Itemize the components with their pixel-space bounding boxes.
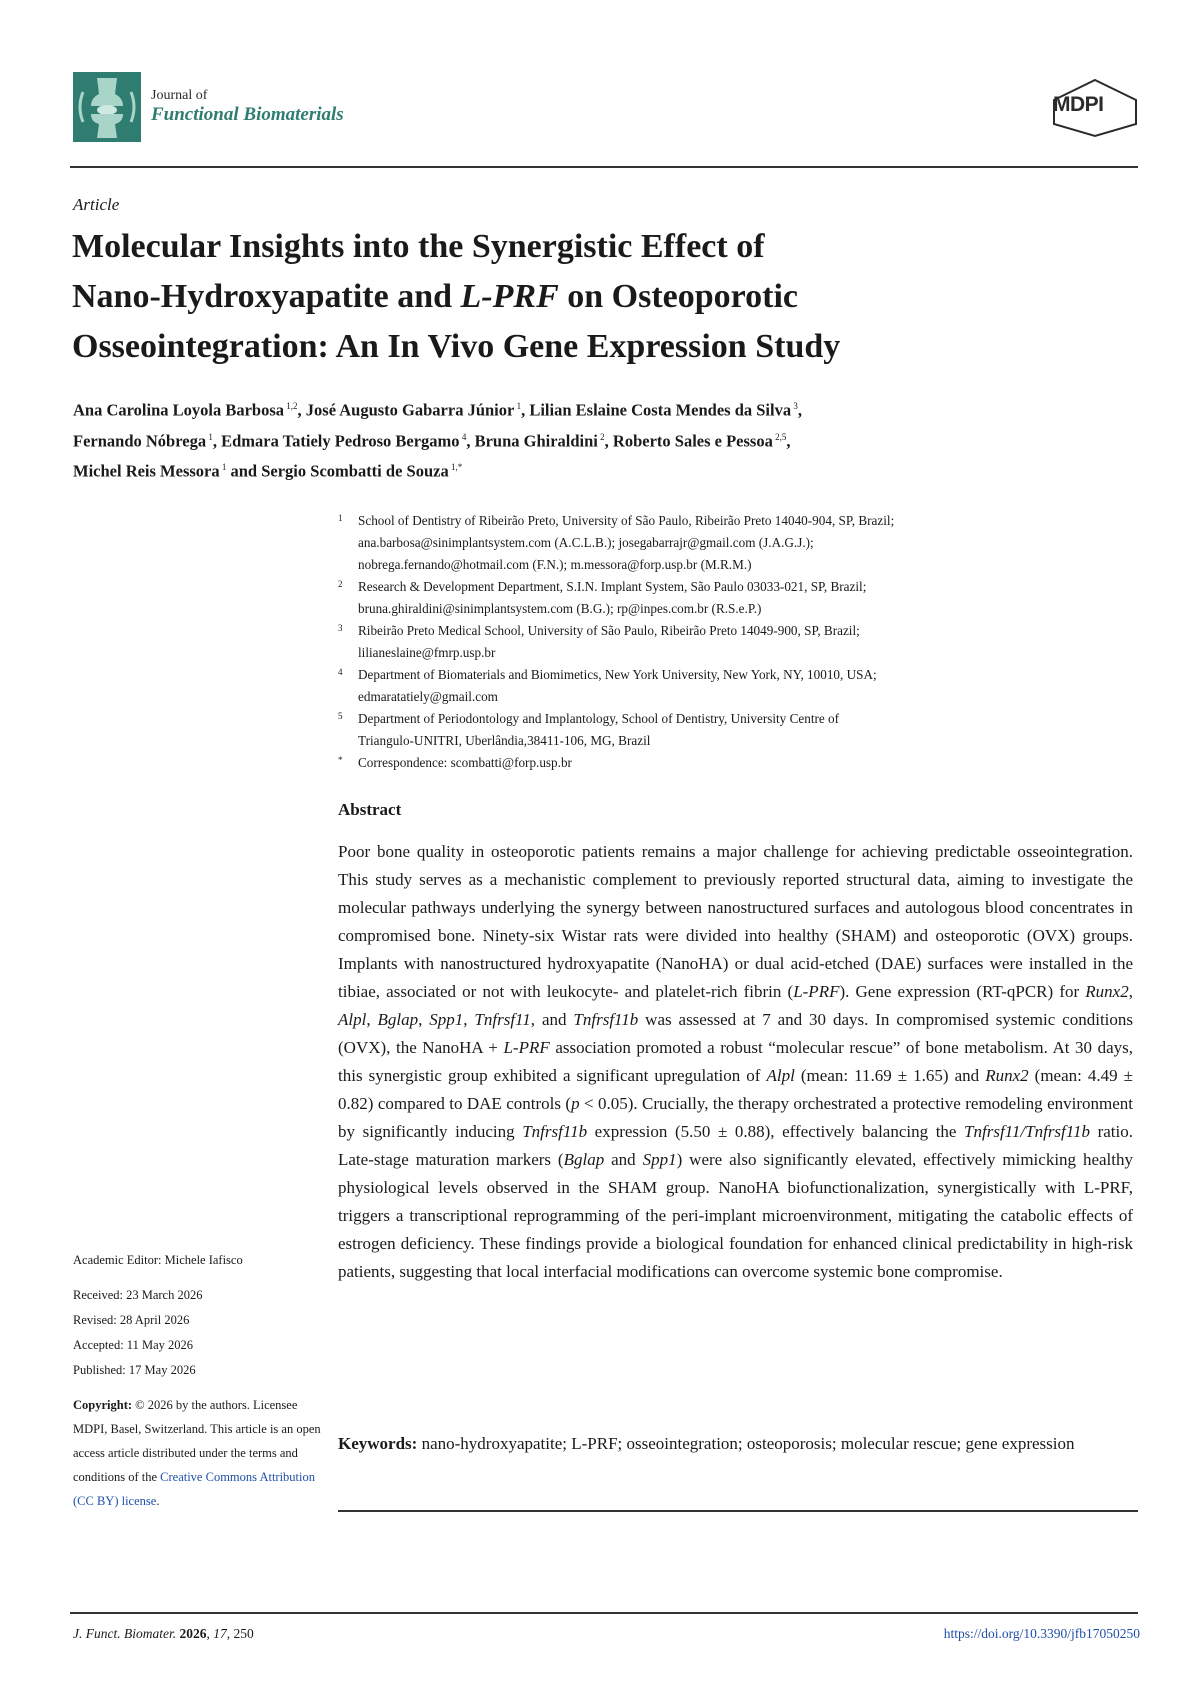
affiliation-item [338,664,1108,708]
title-line-2a: Nano-Hydroxyapatite and [72,278,461,315]
abstract-italic-term: Spp1 [429,1010,464,1029]
date-received: Received: 23 March 2026 [73,1288,203,1302]
abstract-text: < 0.05). Crucially, the therapy orchestrated a protective remodeling environment by significantly inducing [338,1094,1133,1141]
affiliation-line: Correspondence: scombatti@forp.usp.br [358,755,572,770]
author-name: Bruna Ghiraldini [474,431,598,450]
abstract-text: , [418,1010,430,1029]
footer-rule [70,1612,1138,1614]
abstract-italic-term: Spp1 [642,1150,677,1169]
header-rule [70,166,1138,168]
affiliation-line: School of Dentistry of Ribeirão Preto, University of São Paulo, Ribeirão Preto 14040-904, SP, Brazil; [358,513,895,528]
affiliation-line: Research & Development Department, S.I.N. Implant System, São Paulo 03033-021, SP, Brazil; [358,579,867,594]
journal-abbrev: J. Funct. Biomater. [73,1626,177,1641]
affiliation-item [338,510,1108,576]
license-link[interactable]: Creative Commons Attribution (CC BY) license [73,1470,315,1508]
abstract-italic-term: Alpl [766,1066,795,1085]
title-line-2c: on Osteoporotic [558,278,798,315]
author-affiliation-mark: 3 [791,401,798,411]
affiliation-line: lilianeslaine@fmrp.usp.br [358,645,496,660]
sidebar [73,1248,323,1513]
author-separator: , [297,400,306,420]
author-list [73,393,1133,485]
keywords-label: Keywords: [338,1434,418,1453]
author-affiliation-mark: 1 [206,431,213,442]
abstract-text: (mean: 11.69 ± 1.65) and [794,1066,986,1085]
abstract-text: was assessed at 7 and 30 days. In compromised systemic conditions (OVX), the NanoHA + [338,1010,1134,1057]
citation: J. Funct. Biomater. 2026, 17, 250 [73,1626,254,1641]
abstract-text: Poor bone quality in osteoporotic patients remains a major challenge for achieving predictable osseointegration. This study serves as a mechanistic complement to previously reported structural data, aiming to investigate the molecular pathways underlying the synergy between nanostructured surfaces and autologous blood concentrates in compromised bone. Ninety-six Wistar rats were divided into healthy (SHAM) and osteoporotic (OVX) groups. Implants with nanostructured hydroxyapatite (NanoHA) or dual acid-etched (DAE) surfaces were installed in the tibiae, associated or not with leukocyte- and platelet-rich fibrin ( [338,842,1133,1001]
affiliation-number: * [338,755,343,765]
abstract-italic-term: Tnfrsf11/Tnfrsf11b [964,1122,1091,1141]
author-separator: , [521,400,530,420]
keywords [338,1430,1133,1458]
abstract-italic-term: Runx2 [985,1066,1029,1085]
keywords-text: nano-hydroxyapatite; L-PRF; osseointegration; osteoporosis; molecular rescue; gene expression [417,1434,1075,1453]
author-name: Lilian Eslaine Costa Mendes da Silva [529,400,792,420]
author-separator: , [797,400,802,420]
academic-editor: Academic Editor: Michele Iafisco [73,1253,243,1267]
abstract-italic-term: Bglap [563,1150,605,1169]
abstract-text: , and [530,1010,574,1029]
title-line-2b: L-PRF [460,278,559,315]
author-name: José Augusto Gabarra Júnior [305,400,515,420]
abstract-heading: Abstract [338,800,402,819]
affiliation-line: Ribeirão Preto Medical School, University of São Paulo, Ribeirão Preto 14049-900, SP, Brazil; [358,623,860,638]
abstract-body [338,838,1133,1286]
affiliation-line: Department of Biomaterials and Biomimetics, New York University, New York, NY, 10010, USA; [358,667,877,682]
author-affiliation-mark: 2,5 [772,431,787,442]
affiliation-number: 1 [338,513,343,523]
abstract-text: ) were also significantly elevated, effectively mimicking healthy physiological levels observed in the SHAM group. NanoHA biofunctionalization, synergistically with L-PRF, triggers a transcriptional reprogramming of the peri-implant microenvironment, mitigating the catabolic effects of estrogen deficiency. These findings provide a biological foundation for enhanced clinical predictability in high-risk patients, suggesting that local interfacial modifications can overcome systemic bone compromise. [338,1150,1134,1281]
affiliation-number: 2 [338,579,343,589]
author-name: Roberto Sales e Pessoa [612,431,773,450]
abstract-text: , [463,1010,475,1029]
author-name: Fernando Nóbrega [73,431,207,450]
affiliation-item [338,752,1108,774]
abstract-text: ). Gene expression (RT-qPCR) for [839,982,1086,1001]
author-affiliation-mark: 1,2 [284,401,298,411]
citation-article: , 250 [226,1626,254,1641]
license-end: . [156,1494,160,1508]
abstract-italic-term: Runx2 [1085,982,1129,1001]
date-published: Published: 17 May 2026 [73,1363,196,1377]
affiliation-number: 4 [338,667,343,677]
date-revised: Revised: 28 April 2026 [73,1313,190,1327]
abstract-rule [338,1510,1138,1512]
journal-of: Journal of [151,88,208,104]
journal-logo[interactable] [73,72,344,142]
affiliation-number: 3 [338,623,343,633]
author-name: Sergio Scombatti de Souza [261,461,449,481]
affiliation-line: nobrega.fernando@hotmail.com (F.N.); m.messora@forp.usp.br (M.R.M.) [358,557,752,572]
affiliation-line: edmaratatiely@gmail.com [358,689,498,704]
title-line-1: Molecular Insights into the Synergistic Effect of [72,228,765,265]
copyright-text: © 2026 by the authors. Licensee MDPI, Basel, Switzerland. This article is an open access article distributed under the terms and conditions of the [73,1398,321,1484]
author-name: Michel Reis Messora [73,461,220,481]
citation-volume: 17 [213,1626,227,1641]
copyright-notice [73,1393,323,1513]
abstract-text: and [604,1150,643,1169]
affiliation-number: 5 [338,711,343,721]
article-title [72,222,1072,372]
title-line-3: Osseointegration: An In Vivo Gene Expression Study [72,328,841,365]
author-affiliation-mark: 1 [219,462,227,472]
abstract-italic-term: p [571,1094,580,1113]
author-separator: , [786,431,791,450]
author-affiliation-mark: 2 [597,431,605,442]
author-separator: and [226,461,262,481]
publisher-logo-text: MDPI [1053,93,1104,116]
abstract-text: association promoted a robust “molecular rescue” of bone metabolism. At 30 days, this synergistic group exhibited a significant upregulation of [338,1038,1133,1085]
article-type: Article [73,195,120,214]
affiliations [338,510,1108,774]
affiliation-line: ana.barbosa@sinimplantsystem.com (A.C.L.B.); josegabarrajr@gmail.com (J.A.G.J.); [358,535,814,550]
journal-name: Functional Biomaterials [151,104,344,126]
author-affiliation-mark: 4 [459,431,467,442]
date-accepted: Accepted: 11 May 2026 [73,1338,193,1352]
affiliation-item [338,620,1108,664]
affiliation-line: bruna.ghiraldini@sinimplantsystem.com (B.G.); rp@inpes.com.br (R.S.e.P.) [358,601,762,616]
author-affiliation-mark: 1 [514,401,522,411]
citation-year: 2026 [179,1626,207,1641]
abstract-italic-term: Bglap [377,1010,419,1029]
abstract-text: expression (5.50 ± 0.88), effectively balancing the [587,1122,965,1141]
abstract-text: ratio. Late-stage maturation markers ( [338,1122,1133,1169]
affiliation-item [338,576,1108,620]
abstract-italic-term: L-PRF [793,982,840,1001]
author-separator: , [604,431,613,450]
doi-link[interactable]: https://doi.org/10.3390/jfb17050250 [943,1626,1140,1641]
copyright-label: Copyright: [73,1398,133,1412]
affiliation-item [338,708,1108,752]
abstract-text: , [1128,982,1133,1001]
author-separator: , [466,431,475,450]
abstract-italic-term: L-PRF [503,1038,550,1057]
abstract-italic-term: Tnfrsf11b [522,1122,588,1141]
abstract-italic-term: Alpl [338,1010,367,1029]
abstract-italic-term: Tnfrsf11b [573,1010,639,1029]
author-name: Edmara Tatiely Pedroso Bergamo [221,431,460,450]
abstract-text: , [366,1010,378,1029]
affiliation-line: Department of Periodontology and Implantology, School of Dentistry, University Centre of [358,711,840,726]
knee-joint-icon [73,72,141,142]
author-affiliation-mark: 1,* [448,462,463,472]
abstract-text: (mean: 4.49 ± 0.82) compared to DAE controls ( [338,1066,1134,1113]
publication-dates [73,1283,323,1383]
author-name: Ana Carolina Loyola Barbosa [73,400,285,420]
affiliation-line: Triangulo-UNITRI, Uberlândia,38411-106, MG, Brazil [358,733,651,748]
author-separator: , [212,431,222,450]
abstract-italic-term: Tnfrsf11 [474,1010,531,1029]
